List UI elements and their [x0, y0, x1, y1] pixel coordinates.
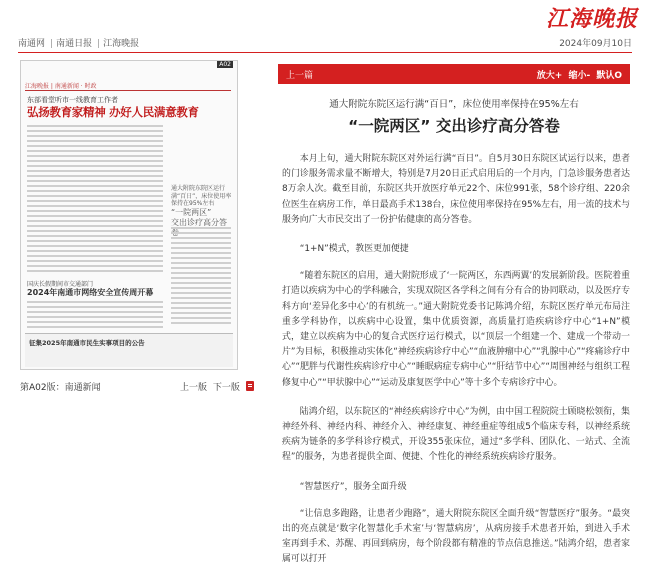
header-divider [18, 52, 632, 53]
article-paragraph: 本月上旬，通大附院东院区对外运行满“百日”。自5月30日东院区试运行以来，患者的门诊服务需求量不断增大，特别是7月20日正式启用后的一个月内，门急诊服务患者达8万余人次。截至目前，东院区共开放医疗单元22个、床位991张，58个诊疗组、220余位医生在病房工作，单日最高手术138台，床位使用率保持在95%左右，用一流的技术与服务向广大市民交出了一份护佑健康的高分答卷。 [282, 154, 630, 225]
article-section-heading: “智慧医疗”，服务全面升级 [299, 481, 407, 492]
thumbnail-kicker[interactable]: 东部看堂听市一线教育工作者 [27, 96, 118, 104]
thumbnail-headline[interactable]: 弘扬教育家精神 办好人民满意教育 [27, 105, 199, 119]
thumbnail-masthead: 江海晚报 | 南通新闻 · 时政 [25, 81, 231, 91]
article-body [282, 152, 630, 582]
thumbnail-text-column[interactable] [171, 227, 231, 327]
page-label[interactable]: 第A02版：南通新闻 [20, 383, 101, 393]
zoom-out-button[interactable]: 缩小- [568, 71, 591, 81]
font-size-tools [534, 68, 622, 81]
thumbnail-subhead[interactable]: 2024年南通市网络安全宣传周开幕 [27, 288, 154, 297]
inset-title: “一院两区” [171, 207, 212, 217]
thumbnail-page-number: A02 [219, 61, 231, 68]
prev-article-link[interactable]: 上一篇 [286, 71, 314, 81]
link-separator: | [97, 39, 101, 49]
thumbnail-subhead-small[interactable]: 国庆长假期间市交通部门 [27, 281, 94, 288]
next-page-link[interactable]: 下一版 [212, 383, 240, 393]
notice-box-title: 征集2025年南通市民生实事项目的公告 [29, 339, 145, 347]
article-toolbar [278, 64, 630, 84]
thumbnail-text-column[interactable] [27, 301, 163, 331]
issue-date: 2024年09月10日 [559, 39, 632, 49]
thumbnail-notice-box[interactable] [25, 333, 233, 367]
article-paragraph: 陆鸿介绍，以东院区的“神经疾病诊疗中心”为例，由中国工程院院士顾晓松领衔，集神经外科、神经内科、神经介入、神经康复、神经重症等组成5个临床专科，以神经系统疾病为链条的多学科诊疗模式，开设355张床位，通过“多学科、团队化、一站式、全流程”的服务，为患者提供全面、便捷、个性化的神经系统疾病诊疗服务。 [282, 406, 630, 463]
article-paragraph: “让信息多跑路，让患者少跑路”，通大附院东院区全面升级“智慧医疗”服务。“最突出的亮点就是‘数字化智慧化手术室’与‘智慧病房’，从病房接手术患者开始，到进入手术室再到手术、苏醒、再回到病房，每个阶段都有精准的节点信息推送。”陆鸿介绍，患者家属可以打开 [282, 508, 630, 565]
top-links [18, 36, 141, 49]
zoom-in-button[interactable]: 放大+ [536, 71, 563, 81]
prev-page-link[interactable]: 上一版 [180, 383, 208, 393]
link-jianghai-evening[interactable]: 江海晚报 [103, 39, 140, 49]
page-thumbnail[interactable] [20, 60, 238, 370]
article-subtitle: 通大附院东院区运行满“百日”，床位使用率保持在95%左右 [329, 99, 579, 110]
article-section-heading: “1+N”模式，教医更加便捷 [299, 244, 409, 255]
inset-line: 通大附院东院区运行满“百日”，床位使用率保持在95%左右 [171, 185, 232, 207]
thumbnail-text-column[interactable] [27, 125, 163, 275]
link-separator: | [50, 39, 54, 49]
article-title: “一院两区” 交出诊疗高分答卷 [348, 117, 560, 135]
link-nantong-net[interactable]: 南通网 [18, 39, 46, 49]
default-size-button[interactable]: 默认O [596, 71, 622, 81]
page-nav [180, 380, 257, 393]
article-paragraph: “随着东院区的启用，通大附院形成了‘一院两区，东西两翼’的发展新阶段。医院着重打造以疾病为中心的学科融合，实现双院区各学科之间有分有合的协同联动，以及医疗专科方向‘差异化多中心’的有机统一。”通大附院党委书记陈鸿介绍，东院区医疗单元布局注重多学科协作，以疾病中心设置，集中优质资源，高质量打造疾病诊疗中心“1+N”模式，建立以疾病为中心的复合式医疗运行模式，以“顶层一个组建一个、建成一个带动一片”为目标，积极推动实体化“神经疾病诊疗中心”“血液肿瘤中心”“乳腺中心”“疼痛诊疗中心”“肥胖与代谢性疾病诊疗中心”“睡眠病症专病中心”“肝结节中心”“周围神经与组织工程修复中心”“甲状腺中心”“运动及康复医学中心”等十多个专病诊疗中心。 [282, 271, 630, 388]
inset-title: 交出诊疗高分答 [171, 217, 227, 227]
pdf-icon[interactable] [246, 381, 254, 391]
link-nantong-daily[interactable]: 南通日报 [56, 39, 93, 49]
site-logo[interactable]: 江海晚报 [545, 6, 638, 32]
